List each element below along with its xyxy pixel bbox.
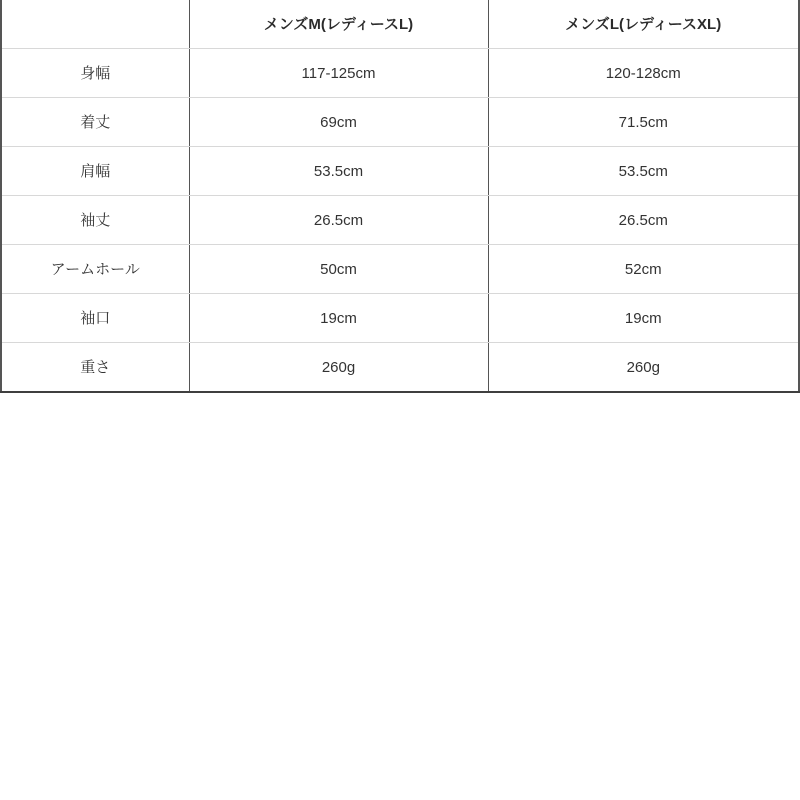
row-label: 身幅 [1, 49, 189, 98]
row-value: 71.5cm [488, 98, 799, 147]
row-value: 50cm [189, 245, 488, 294]
row-value: 260g [189, 343, 488, 393]
corner-cell [1, 0, 189, 49]
row-value: 69cm [189, 98, 488, 147]
row-label: 袖丈 [1, 196, 189, 245]
row-value: 19cm [488, 294, 799, 343]
row-value: 117-125cm [189, 49, 488, 98]
table-row [1, 196, 799, 245]
row-label: アームホール [1, 245, 189, 294]
row-label: 重さ [1, 343, 189, 393]
row-value: 26.5cm [189, 196, 488, 245]
row-value: 53.5cm [488, 147, 799, 196]
table-row [1, 245, 799, 294]
row-label: 着丈 [1, 98, 189, 147]
column-header-mens-m: メンズM(レディースL) [189, 0, 488, 49]
table-row [1, 343, 799, 393]
row-value: 53.5cm [189, 147, 488, 196]
size-chart-table [0, 0, 800, 393]
row-value: 26.5cm [488, 196, 799, 245]
table-row [1, 147, 799, 196]
row-value: 120-128cm [488, 49, 799, 98]
size-table-body [1, 49, 799, 393]
table-row [1, 98, 799, 147]
column-header-mens-l: メンズL(レディースXL) [488, 0, 799, 49]
table-row [1, 294, 799, 343]
table-row [1, 49, 799, 98]
row-value: 19cm [189, 294, 488, 343]
row-label: 肩幅 [1, 147, 189, 196]
row-value: 52cm [488, 245, 799, 294]
header-row [1, 0, 799, 49]
row-label: 袖口 [1, 294, 189, 343]
row-value: 260g [488, 343, 799, 393]
